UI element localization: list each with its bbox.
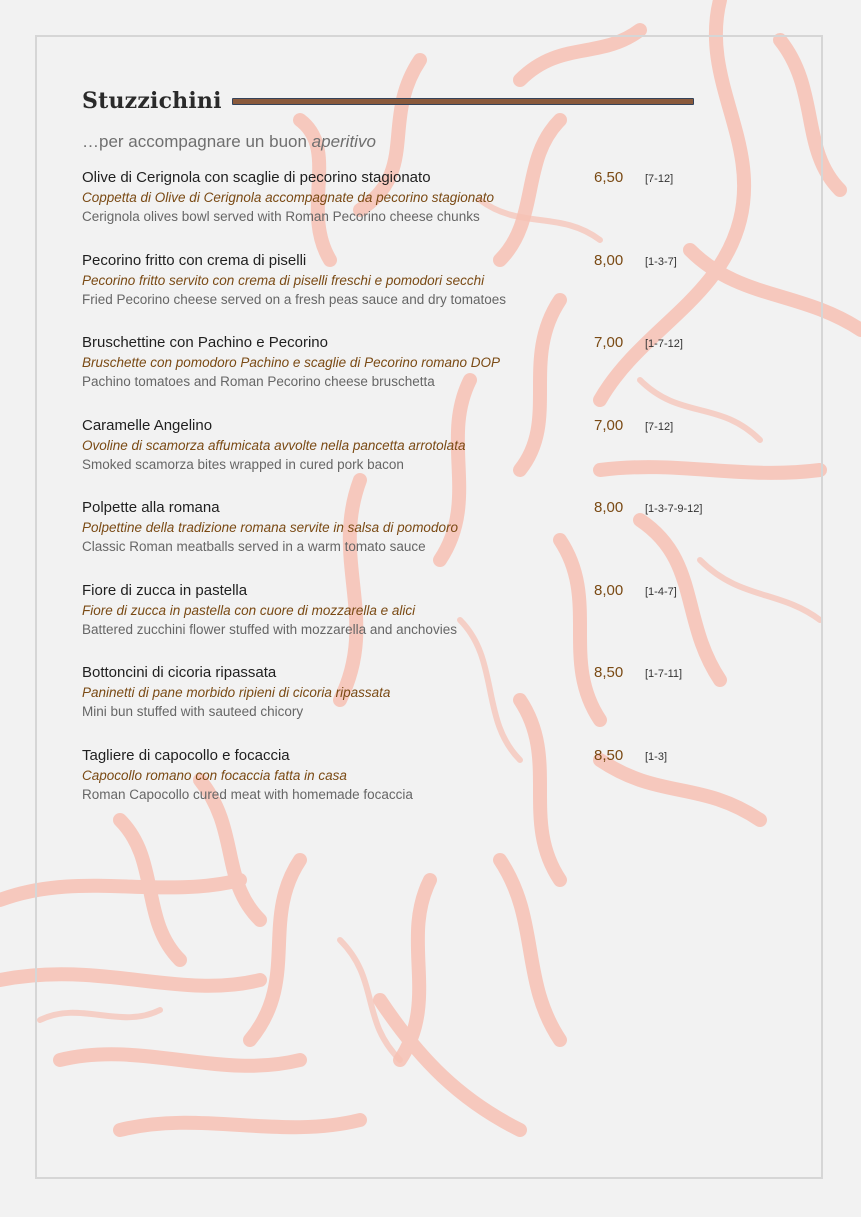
item-allergens: [1-7-11] <box>645 668 683 680</box>
menu-item <box>82 251 762 334</box>
item-price: 6,50 <box>594 169 624 186</box>
section-header <box>82 84 762 118</box>
item-description-english: Mini bun stuffed with sauteed chicory <box>82 704 304 719</box>
item-description-english: Battered zucchini flower stuffed with mozzarella and anchovies <box>82 621 457 637</box>
item-name: Caramelle Angelino <box>82 416 213 434</box>
item-description-english: Smoked scamorza bites wrapped in cured pork bacon <box>82 456 404 472</box>
section-title: Stuzzichini <box>82 88 222 114</box>
item-description-english: Cerignola olives bowl served with Roman Pecorino cheese chunks <box>82 209 480 224</box>
item-name: Olive di Cerignola con scaglie di pecorino stagionato <box>82 169 431 186</box>
item-allergens: [7-12] <box>645 420 674 433</box>
item-description-english: Roman Capocollo cured meat with homemade focaccia <box>82 786 413 802</box>
item-price: 7,00 <box>594 334 624 351</box>
menu-items-list <box>82 168 762 828</box>
item-name: Polpette alla romana <box>82 499 220 516</box>
item-price: 8,00 <box>594 499 624 516</box>
menu-item <box>82 498 762 581</box>
item-price: 8,00 <box>594 251 624 269</box>
menu-item <box>82 746 762 829</box>
item-description-english: Fried Pecorino cheese served on a fresh peas sauce and dry tomatoes <box>82 291 506 307</box>
item-name: Bottoncini di cicoria ripassata <box>82 664 277 681</box>
item-description-english: Classic Roman meatballs served in a warm tomato sauce <box>82 539 426 554</box>
subtitle-text: …per accompagnare un buon <box>82 132 312 151</box>
menu-item <box>82 168 762 251</box>
item-name: Bruschettine con Pachino e Pecorino <box>82 334 328 351</box>
item-description-italian: Coppetta di Olive di Cerignola accompagnate da pecorino stagionato <box>82 190 495 205</box>
item-allergens: [1-3] <box>645 750 668 763</box>
title-underline-bar <box>232 98 694 105</box>
item-description-italian: Paninetti di pane morbido ripieni di cicoria ripassata <box>82 685 391 700</box>
item-description-italian: Pecorino fritto servito con crema di piselli freschi e pomodori secchi <box>82 272 485 288</box>
menu-item <box>82 333 762 416</box>
item-price: 8,50 <box>594 746 624 764</box>
item-description-italian: Bruschette con pomodoro Pachino e scaglie di Pecorino romano DOP <box>82 355 500 370</box>
item-allergens: [1-7-12] <box>645 338 683 350</box>
item-name: Tagliere di capocollo e focaccia <box>82 746 290 764</box>
section-subtitle <box>82 132 762 154</box>
item-allergens: [1-4-7] <box>645 585 677 598</box>
item-allergens: [1-3-7-9-12] <box>645 503 703 515</box>
item-price: 7,00 <box>594 416 624 434</box>
menu-item <box>82 581 762 664</box>
item-description-italian: Polpettine della tradizione romana servite in salsa di pomodoro <box>82 520 458 535</box>
menu-section <box>82 84 762 828</box>
item-name: Pecorino fritto con crema di piselli <box>82 251 307 269</box>
item-price: 8,50 <box>594 664 624 681</box>
item-description-italian: Fiore di zucca in pastella con cuore di mozzarella e alici <box>82 602 416 618</box>
item-name: Fiore di zucca in pastella <box>82 581 248 599</box>
menu-item <box>82 416 762 499</box>
item-allergens: [1-3-7] <box>645 255 677 268</box>
item-allergens: [7-12] <box>645 173 674 185</box>
item-description-italian: Ovoline di scamorza affumicata avvolte nella pancetta arrotolata <box>82 437 466 453</box>
item-description-italian: Capocollo romano con focaccia fatta in casa <box>82 767 347 783</box>
item-price: 8,00 <box>594 581 624 599</box>
subtitle-italic-text: aperitivo <box>311 132 376 151</box>
item-description-english: Pachino tomatoes and Roman Pecorino cheese bruschetta <box>82 374 435 389</box>
menu-item <box>82 663 762 746</box>
